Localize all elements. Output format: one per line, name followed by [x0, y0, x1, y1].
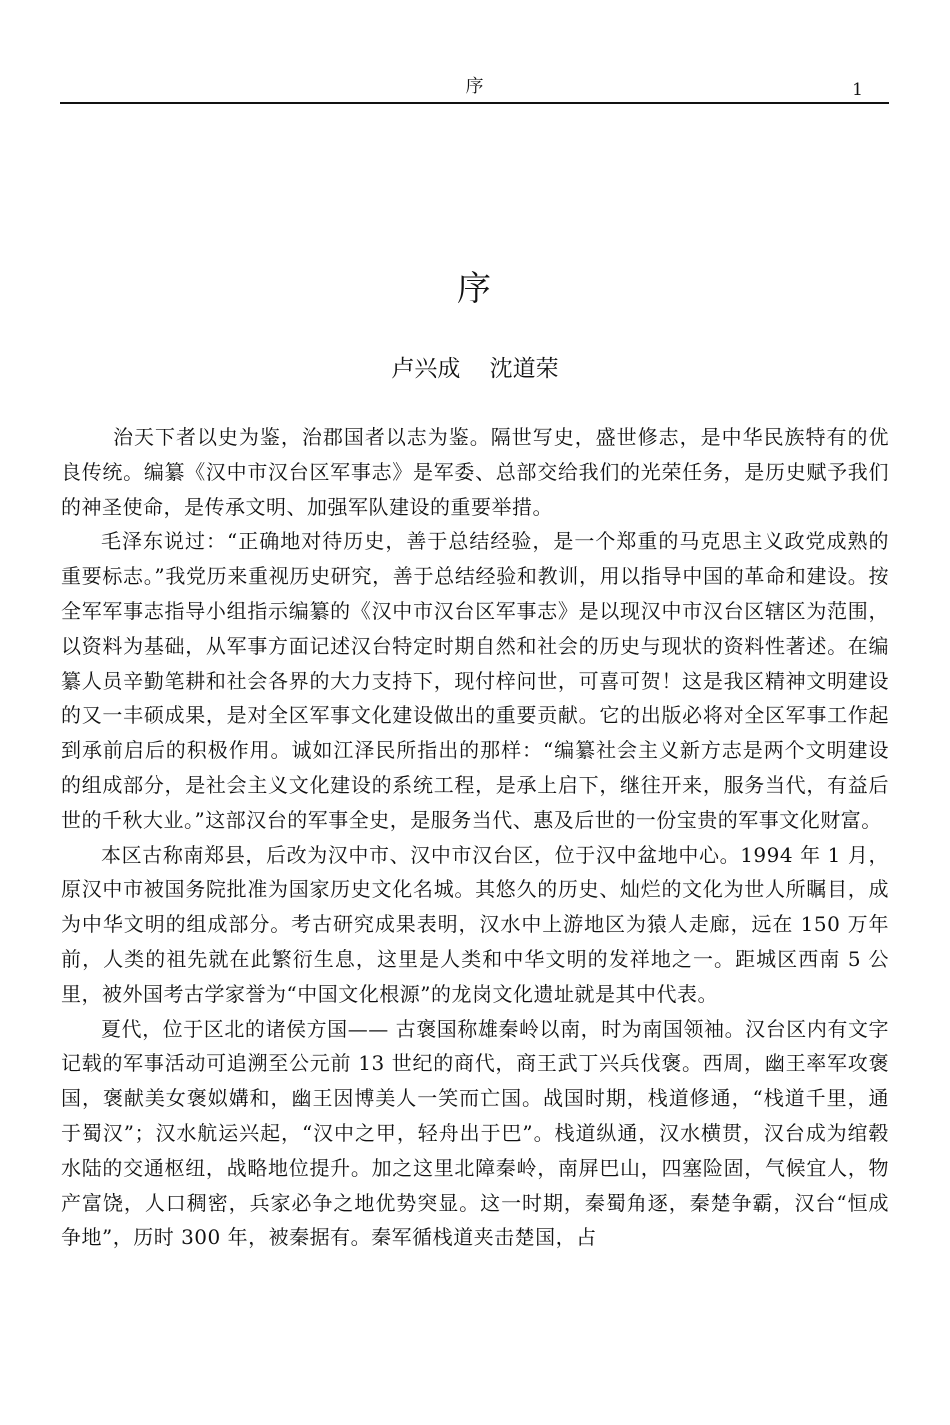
paragraph: 本区古称南郑县，后改为汉中市、汉中市汉台区，位于汉中盆地中心。1994 年 1 月，原汉中市被国务院批准为国家历史文化名城。其悠久的历史、灿烂的文化为世人所瞩目，成为中华文明的组成部分。考古研究成果表明，汉水中上游地区为猿人走廊，远在 150 万年前，人类的祖先就在此繁衍生息，这里是人类和中华文明的发祥地之一。距城区西南 5 公里，被外国考古学家誉为“中国文化根源”的龙岗文化遗址就是其中代表。 [61, 842, 889, 1006]
paragraph: 夏代，位于区北的诸侯方国—— 古褒国称雄秦岭以南，时为南国领袖。汉台区内有文字记载的军事活动可追溯至公元前 13 世纪的商代，商王武丁兴兵伐褒。西周，幽王率军攻褒国，褒献美女褒姒媾和，幽王因博美人一笑而亡国。战国时期，栈道修通，“栈道千里，通于蜀汉”；汉水航运兴起，“汉中之甲，轻舟出于巴”。栈道纵通，汉水横贯，汉台成为绾毂水陆的交通枢纽，战略地位提升。加之这里北障秦岭，南屏巴山，四塞险固，气候宜人，物产富饶，人口稠密，兵家必争之地优势突显。这一时期，秦蜀角逐，秦楚争霸，汉台“恒成争地”，历时 300 年，被秦据有。秦军循栈道夹击楚国，占 [61, 1016, 889, 1250]
paragraph: 治天下者以史为鉴，治郡国者以志为鉴。隔世写史，盛世修志，是中华民族特有的优良传统。编纂《汉中市汉台区军事志》是军委、总部交给我们的光荣任务，是历史赋予我们的神圣使命，是传承文明、加强军队建设的重要举措。 [61, 425, 889, 519]
page-number: 1 [852, 80, 863, 100]
page-title: 序 [457, 269, 493, 309]
author-line: 卢兴成 沈道荣 [391, 356, 559, 382]
running-header-title: 序 [465, 76, 484, 97]
body-text [61, 420, 889, 1255]
running-header [60, 74, 889, 104]
paragraph: 毛泽东说过：“正确地对待历史，善于总结经验，是一个郑重的马克思主义政党成熟的重要标志。”我党历来重视历史研究，善于总结经验和教训，用以指导中国的革命和建设。按全军军事志指导小组指示编纂的《汉中市汉台区军事志》是以现汉中市汉台区辖区为范围，以资料为基础，从军事方面记述汉台特定时期自然和社会的历史与现状的资料性著述。在编纂人员辛勤笔耕和社会各界的大力支持下，现付梓问世，可喜可贺！这是我区精神文明建设的又一丰硕成果，是对全区军事文化建设做出的重要贡献。它的出版必将对全区军事工作起到承前启后的积极作用。诚如江泽民所指出的那样：“编纂社会主义新方志是两个文明建设的组成部分，是社会主义文化建设的系统工程，是承上启下，继往开来，服务当代，有益后世的千秋大业。”这部汉台的军事全史，是服务当代、惠及后世的一份宝贵的军事文化财富。 [61, 529, 889, 832]
